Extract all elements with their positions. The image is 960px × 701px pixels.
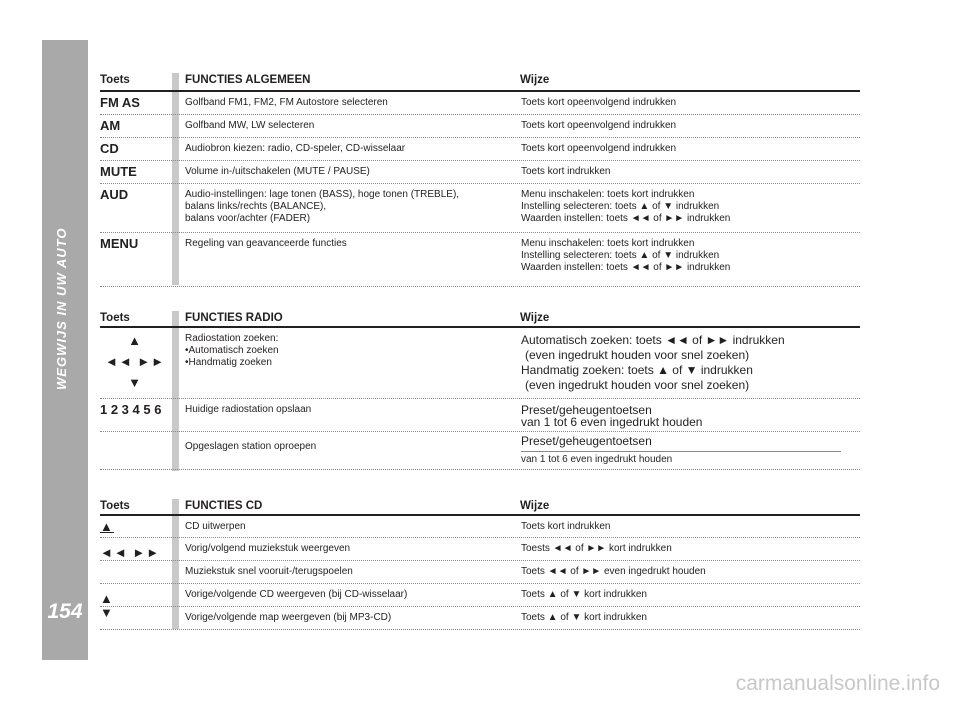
preset-keys: 1 2 3 4 5 6 — [100, 402, 162, 417]
row-function: Volume in-/uitschakelen (MUTE / PAUSE) — [185, 166, 370, 177]
row-function: Muziekstuk snel vooruit-/terugspoelen — [185, 566, 353, 577]
header-key: Toets — [100, 74, 130, 86]
row-function: Audio-instellingen: lage tonen (BASS), hoge tonen (TREBLE), balans links/rechts (BALANCE), balans voor/achter (FADER) — [185, 189, 460, 224]
row-key: FM AS — [100, 95, 140, 110]
table-row — [100, 233, 860, 287]
row-key: AUD — [100, 187, 129, 202]
table-row — [100, 184, 860, 233]
sub-rule — [521, 451, 841, 452]
header-how: Wijze — [520, 74, 550, 86]
table-row — [100, 561, 860, 584]
row-how: Automatisch zoeken: toets ◄◄ of ►► indrukken (even ingedrukt houden voor snel zoeken) Handmatig zoeken: toets ▲ of ▼ indrukken (even ingedrukt houden voor snel zoeken) — [521, 333, 785, 392]
header-how: Wijze — [520, 500, 550, 512]
row-how: Toets ◄◄ of ►► even ingedrukt houden — [521, 566, 706, 577]
row-function: Opgeslagen station oproepen — [185, 441, 317, 452]
table-row — [100, 538, 860, 561]
table-row — [100, 328, 860, 399]
header-function: FUNCTIES ALGEMEEN — [185, 74, 311, 86]
row-function: Vorige/volgende map weergeven (bij MP3-CD) — [185, 612, 392, 623]
section-cd — [100, 499, 860, 634]
section-general — [100, 73, 860, 288]
header-function: FUNCTIES RADIO — [185, 312, 283, 324]
row-how: Toets ▲ of ▼ kort indrukken — [521, 612, 647, 623]
header-key: Toets — [100, 312, 130, 324]
header-how: Wijze — [520, 312, 550, 324]
row-how: Preset/geheugentoetsen van 1 tot 6 even ingedrukt houden — [521, 403, 703, 429]
header-function: FUNCTIES CD — [185, 500, 263, 512]
down-arrow-icon: ▼ — [128, 375, 142, 390]
down-arrow-icon: ▼ — [100, 605, 114, 620]
row-how: Toets kort opeenvolgend indrukken — [521, 120, 677, 131]
row-function: Vorige/volgende CD weergeven (bij CD-wisselaar) — [185, 589, 408, 600]
prev-next-icon: ◄◄ ►► — [104, 354, 166, 369]
header-key: Toets — [100, 500, 130, 512]
up-arrow-icon: ▲ — [128, 333, 142, 348]
row-how: Toets kort indrukken — [521, 521, 611, 532]
row-key: MENU — [100, 236, 139, 251]
table-row — [100, 399, 860, 432]
table-row — [100, 161, 860, 184]
table-row — [100, 607, 860, 630]
table-row — [100, 115, 860, 138]
section-radio — [100, 311, 860, 473]
page-number: 154 — [47, 600, 83, 623]
seek-keys — [100, 330, 170, 393]
up-arrow-icon: ▲ — [100, 591, 114, 606]
table-row — [100, 92, 860, 115]
watermark: carmanualsonline.info — [735, 672, 940, 695]
row-how: Toests ◄◄ of ►► kort indrukken — [521, 543, 672, 554]
row-how: Toets kort indrukken — [521, 166, 611, 177]
prev-next-icon: ◄◄ ►► — [100, 545, 161, 560]
section-header — [100, 499, 860, 515]
row-function: Radiostation zoeken: • Automatisch zoeken • Handmatig zoeken — [185, 333, 505, 369]
section-header — [100, 73, 860, 89]
row-function: Audiobron kiezen: radio, CD-speler, CD-wisselaar — [185, 143, 406, 154]
row-key: MUTE — [100, 164, 137, 179]
row-how: Preset/geheugentoetsen van 1 tot 6 even ingedrukt houden — [521, 434, 673, 465]
row-function: Regeling van geavanceerde functies — [185, 238, 347, 249]
row-function: CD uitwerpen — [185, 521, 246, 532]
table-row — [100, 516, 860, 538]
table-row — [100, 432, 860, 470]
row-how: Menu inschakelen: toets kort indrukken Instelling selecteren: toets ▲ of ▼ indrukken Waarden instellen: toets ◄◄ of ►► indrukken — [521, 189, 731, 224]
row-how: Menu inschakelen: toets kort indrukken Instelling selecteren: toets ▲ of ▼ indrukken Waarden instellen: toets ◄◄ of ►► indrukken — [521, 238, 731, 273]
section-header — [100, 311, 860, 327]
eject-icon: ▲ — [100, 519, 114, 534]
table-row — [100, 138, 860, 161]
row-function: Golfband MW, LW selecteren — [185, 120, 315, 131]
row-how: Toets kort opeenvolgend indrukken — [521, 97, 677, 108]
row-function: Golfband FM1, FM2, FM Autostore selecteren — [185, 97, 388, 108]
row-function: Vorig/volgend muziekstuk weergeven — [185, 543, 351, 554]
row-how: Toets ▲ of ▼ kort indrukken — [521, 589, 647, 600]
row-key: AM — [100, 118, 121, 133]
table-row — [100, 584, 860, 607]
row-function: Huidige radiostation opslaan — [185, 404, 312, 415]
row-how: Toets kort opeenvolgend indrukken — [521, 143, 677, 154]
row-key: CD — [100, 141, 119, 156]
